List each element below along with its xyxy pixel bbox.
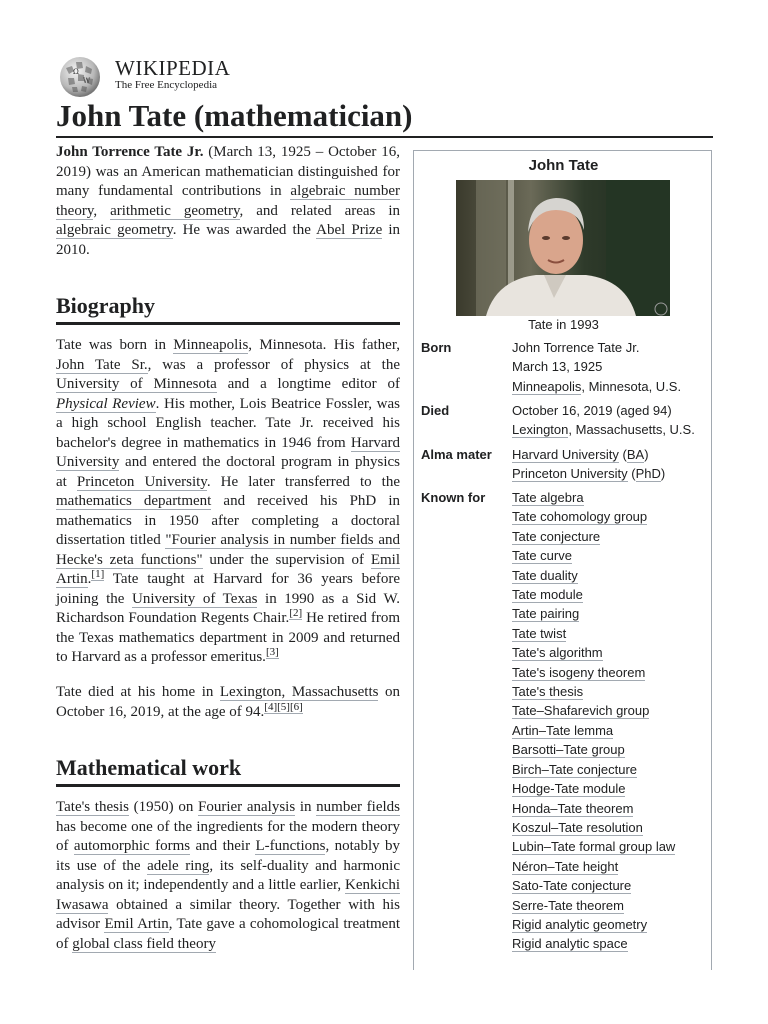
known-for-item bbox=[512, 701, 675, 720]
text: and entered the doctoral program in physics at bbox=[56, 454, 400, 490]
text: , Massachusetts, U.S. bbox=[568, 422, 695, 438]
link-known-for[interactable]: Honda–Tate theorem bbox=[512, 800, 634, 816]
known-for-item bbox=[512, 799, 675, 818]
known-for-item bbox=[512, 857, 675, 876]
text: He retired from the Texas mathematics department in 2009 and returned to Harvard as a professor emeritus. bbox=[56, 610, 400, 665]
text: in 1990 as a Sid W. Richardson Foundation Regents Chair. bbox=[56, 590, 400, 626]
biography-paragraph-1 bbox=[56, 336, 400, 668]
text: , Minnesota. His father, bbox=[248, 337, 400, 353]
link-number-fields[interactable]: number fields bbox=[316, 799, 400, 815]
link-global-class-field-theory[interactable]: global class field theory bbox=[72, 935, 216, 952]
value-born bbox=[512, 338, 681, 396]
known-for-item bbox=[512, 663, 675, 682]
link-known-for[interactable]: Tate twist bbox=[512, 625, 567, 641]
link-known-for[interactable]: Artin–Tate lemma bbox=[512, 722, 614, 738]
text: . His mother, Lois Beatrice Fossler, was a high school English teacher. Tate Jr. received his bachelor's degree in mathematics in 1946 from bbox=[56, 395, 400, 451]
svg-text:W: W bbox=[83, 77, 91, 85]
known-for-item bbox=[512, 740, 675, 759]
text: has become one of the ingredients for the modern theory of bbox=[56, 818, 400, 854]
label-alma-mater: Alma mater bbox=[421, 447, 492, 462]
link-kenkichi-iwasawa[interactable]: Kenkichi Iwasawa bbox=[56, 877, 400, 913]
text: on October 16, 2019, at the age of 94. bbox=[56, 684, 401, 720]
link-known-for[interactable]: Tate pairing bbox=[512, 606, 580, 622]
died-place bbox=[512, 420, 695, 439]
text: Tate was born in bbox=[56, 337, 174, 353]
born-name: John Torrence Tate Jr. bbox=[512, 340, 640, 355]
link-known-for[interactable]: Tate conjecture bbox=[512, 528, 601, 544]
link-known-for[interactable]: Tate module bbox=[512, 587, 583, 603]
link-known-for[interactable]: Tate–Shafarevich group bbox=[512, 703, 650, 719]
link-fourier-analysis[interactable]: Fourier analysis bbox=[198, 799, 296, 815]
biography-paragraph-2 bbox=[56, 683, 400, 722]
text: Tate taught at Harvard for 36 years before joining the bbox=[56, 571, 400, 607]
link-l-functions[interactable]: L-functions bbox=[255, 838, 326, 854]
link-known-for[interactable]: Tate's algorithm bbox=[512, 645, 603, 661]
text: and received his PhD in mathematics in 1950 after completing a doctoral dissertation titled bbox=[56, 493, 400, 548]
link-tates-thesis[interactable]: Tate's thesis bbox=[56, 799, 129, 815]
link-known-for[interactable]: Tate's thesis bbox=[512, 684, 584, 700]
link-harvard-infobox[interactable]: Harvard University bbox=[512, 447, 619, 462]
link-princeton-infobox[interactable]: Princeton University bbox=[512, 466, 628, 482]
known-for-item bbox=[512, 779, 675, 798]
known-for-item bbox=[512, 585, 675, 604]
link-known-for[interactable]: Rigid analytic space bbox=[512, 936, 628, 952]
text: . He was awarded the bbox=[172, 222, 317, 238]
died-date: October 16, 2019 (aged 94) bbox=[512, 403, 672, 418]
link-known-for[interactable]: Tate's isogeny theorem bbox=[512, 664, 646, 680]
text: , its self-duality and harmonic analysis on it; independently and a little earlier, bbox=[56, 857, 400, 893]
portrait-image bbox=[456, 180, 670, 316]
label-born: Born bbox=[421, 340, 452, 355]
known-for-item bbox=[512, 837, 675, 856]
born-place bbox=[512, 377, 681, 396]
text: (1950) on bbox=[128, 799, 198, 815]
wikipedia-wordmark[interactable]: WIKIPEDIA bbox=[115, 56, 231, 80]
text: obtained a similar theory. Together with his advisor bbox=[56, 896, 400, 932]
citation-6[interactable]: [6] bbox=[289, 700, 303, 713]
heading-mathematical-work: Mathematical work bbox=[56, 755, 242, 780]
value-died bbox=[512, 401, 695, 440]
link-university-of-texas[interactable]: University of Texas bbox=[131, 590, 258, 607]
heading-biography: Biography bbox=[56, 293, 156, 318]
citation-5[interactable]: [5] bbox=[277, 700, 290, 713]
link-emil-artin-2[interactable]: Emil Artin bbox=[104, 916, 169, 932]
wikipedia-globe-icon[interactable] bbox=[56, 54, 104, 98]
heading-divider bbox=[56, 322, 400, 325]
known-for-item bbox=[512, 566, 675, 585]
text: , Tate gave a cohomological treatment of bbox=[56, 916, 400, 952]
text: , notably by its use of the bbox=[56, 838, 400, 874]
infobox bbox=[413, 150, 712, 970]
infobox-title: John Tate bbox=[528, 157, 599, 174]
text: and a longtime editor of bbox=[216, 376, 400, 392]
link-known-for[interactable]: Birch–Tate conjecture bbox=[512, 761, 638, 777]
link-lexington-infobox[interactable]: Lexington bbox=[512, 422, 569, 438]
heading-divider bbox=[56, 784, 400, 787]
citation-4[interactable]: [4] bbox=[264, 700, 278, 713]
known-for-item bbox=[512, 818, 675, 837]
link-known-for[interactable]: Lubin–Tate formal group law bbox=[512, 839, 676, 855]
link-adele-ring[interactable]: adele ring bbox=[147, 857, 210, 874]
link-john-tate-sr[interactable]: John Tate Sr. bbox=[56, 356, 148, 373]
value-alma-mater bbox=[512, 445, 665, 484]
link-ba[interactable]: BA bbox=[626, 447, 645, 462]
born-date: March 13, 1925 bbox=[512, 359, 603, 375]
citation-1[interactable]: [1] bbox=[91, 568, 105, 580]
label-died: Died bbox=[421, 403, 450, 418]
subject-name: John Torrence Tate Jr. bbox=[56, 144, 204, 160]
portrait-photo[interactable] bbox=[456, 180, 670, 316]
known-for-item bbox=[512, 915, 675, 934]
link-algebraic-geometry[interactable]: algebraic geometry bbox=[56, 222, 173, 238]
text: , and related areas in bbox=[239, 202, 400, 219]
text: and their bbox=[190, 838, 256, 854]
link-automorphic-forms[interactable]: automorphic forms bbox=[73, 838, 191, 854]
link-phd[interactable]: PhD bbox=[635, 466, 661, 482]
text: , Minnesota, U.S. bbox=[581, 378, 682, 394]
page-title: John Tate (mathematician) bbox=[56, 98, 413, 133]
known-for-item bbox=[512, 682, 675, 701]
link-known-for[interactable]: Rigid analytic geometry bbox=[512, 916, 648, 932]
text: in 2010. bbox=[56, 222, 401, 258]
link-physical-review[interactable]: Physical Review bbox=[56, 395, 156, 412]
svg-text:Ω: Ω bbox=[73, 68, 79, 76]
text: , bbox=[93, 202, 111, 219]
text: Tate died at his home in bbox=[56, 684, 220, 700]
known-for-item bbox=[512, 876, 675, 895]
link-princeton-university[interactable]: Princeton University bbox=[76, 473, 207, 490]
link-minneapolis-infobox[interactable]: Minneapolis bbox=[512, 378, 582, 394]
alma-item: Princeton University (PhD) bbox=[512, 466, 666, 482]
known-for-item bbox=[512, 488, 675, 507]
link-mathematics-department[interactable]: mathematics department bbox=[56, 493, 212, 509]
link-arithmetic-geometry[interactable]: arithmetic geometry bbox=[110, 202, 240, 219]
known-for-item bbox=[512, 604, 675, 623]
text: in bbox=[295, 799, 317, 815]
known-for-item bbox=[512, 546, 675, 565]
link-known-for[interactable]: Tate algebra bbox=[512, 490, 584, 505]
site-header bbox=[56, 54, 356, 98]
label-known-for: Known for bbox=[421, 490, 486, 505]
link-known-for[interactable]: Sato-Tate conjecture bbox=[512, 878, 632, 894]
value-known-for bbox=[512, 488, 675, 954]
link-dissertation[interactable]: "Fourier analysis in number fields and Hecke's zeta functions" bbox=[56, 532, 401, 568]
link-harvard-university[interactable]: Harvard University bbox=[56, 434, 400, 470]
title-divider bbox=[56, 136, 713, 138]
citation-3[interactable]: [3] bbox=[265, 646, 279, 658]
known-for-item bbox=[512, 643, 675, 662]
known-for-item bbox=[512, 934, 675, 953]
link-university-of-minnesota[interactable]: University of Minnesota bbox=[56, 376, 217, 392]
text: (March 13, 1925 – October 16, 2019) was an American mathematician distinguished for many fundamental contributions in bbox=[56, 144, 400, 199]
text: . bbox=[87, 571, 92, 587]
text: , was a professor of physics at the bbox=[147, 356, 400, 373]
known-for-item bbox=[512, 527, 675, 546]
link-lexington-massachusetts[interactable]: Lexington, Massachusetts bbox=[219, 684, 379, 700]
text: under the supervision of bbox=[202, 551, 371, 568]
known-for-item bbox=[512, 896, 675, 915]
link-minneapolis[interactable]: Minneapolis bbox=[173, 337, 249, 353]
link-algebraic-number-theory[interactable]: algebraic number theory bbox=[56, 183, 401, 219]
link-known-for[interactable]: Tate curve bbox=[512, 548, 572, 564]
photo-caption: Tate in 1993 bbox=[528, 317, 599, 332]
known-for-item bbox=[512, 624, 675, 643]
alma-item: Harvard University (BA) bbox=[512, 447, 649, 462]
link-abel-prize[interactable]: Abel Prize bbox=[316, 222, 383, 238]
text: . He later transferred to the bbox=[206, 473, 401, 490]
link-known-for[interactable]: Néron–Tate height bbox=[512, 858, 619, 874]
link-known-for[interactable]: Tate cohomology group bbox=[512, 509, 648, 525]
intro-paragraph bbox=[56, 143, 400, 260]
link-known-for[interactable]: Barsotti–Tate group bbox=[512, 742, 625, 758]
link-emil-artin[interactable]: Emil Artin bbox=[56, 551, 400, 587]
known-for-item bbox=[512, 721, 675, 740]
known-for-item bbox=[512, 760, 675, 779]
math-paragraph-1 bbox=[56, 798, 400, 956]
link-known-for[interactable]: Koszul–Tate resolution bbox=[512, 819, 643, 835]
wikipedia-tagline: The Free Encyclopedia bbox=[115, 79, 218, 91]
link-known-for[interactable]: Tate duality bbox=[512, 567, 578, 583]
known-for-item bbox=[512, 507, 675, 526]
link-known-for[interactable]: Hodge-Tate module bbox=[512, 781, 626, 797]
citation-2[interactable]: [2] bbox=[289, 607, 303, 619]
link-known-for[interactable]: Serre-Tate theorem bbox=[512, 897, 624, 913]
